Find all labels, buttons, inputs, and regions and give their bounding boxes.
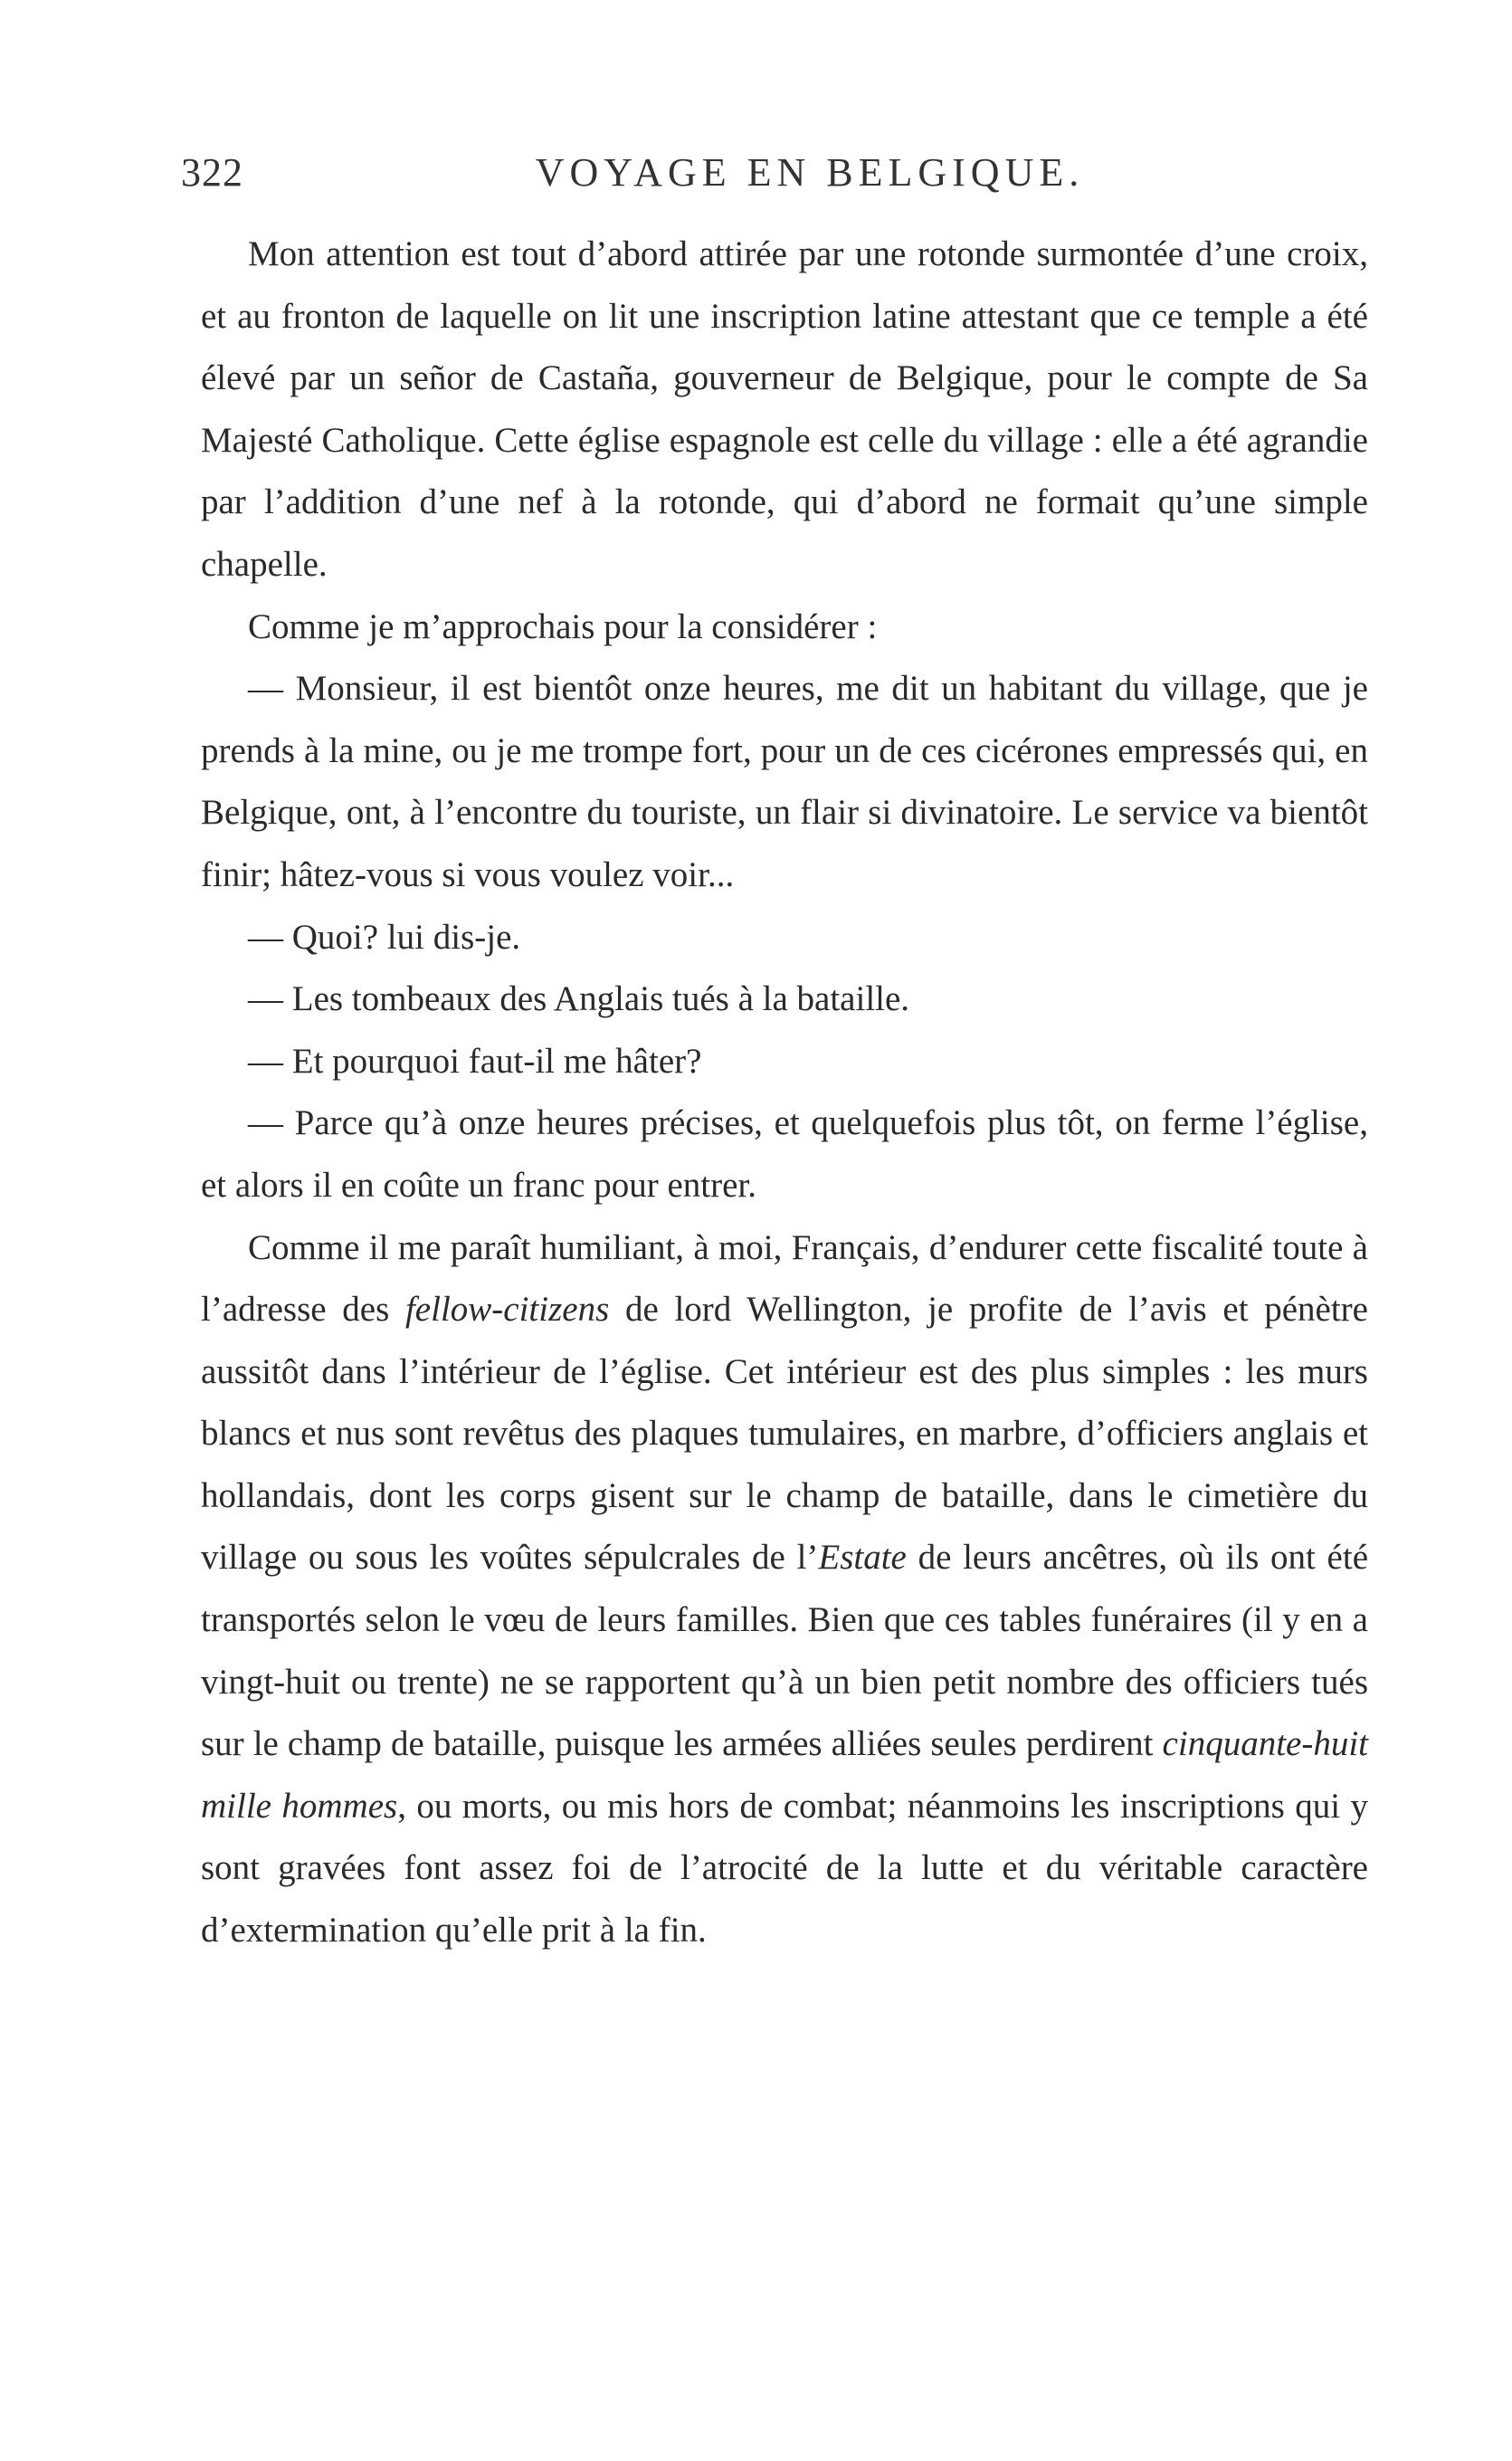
text-segment: Comme je m’approchais pour la considérer : xyxy=(248,606,878,646)
text-segment: — Parce qu’à onze heures précises, et quelquefois plus tôt, on ferme l’église, et alors il en coûte un franc pour entrer. xyxy=(201,1103,1368,1205)
paragraph xyxy=(201,1031,1368,1093)
paragraph xyxy=(201,658,1368,906)
body-text xyxy=(201,224,1368,1962)
paragraph xyxy=(201,1092,1368,1216)
text-segment: — Les tombeaux des Anglais tués à la bataille. xyxy=(248,979,910,1019)
paragraph xyxy=(201,224,1368,596)
page-number: 322 xyxy=(181,150,243,195)
running-title: VOYAGE EN BELGIQUE. xyxy=(535,150,1085,195)
paragraph xyxy=(201,1217,1368,1962)
italic-text: fellow-citizens xyxy=(404,1290,610,1330)
paragraph xyxy=(201,596,1368,659)
text-segment: — Quoi? lui dis-je. xyxy=(248,917,521,957)
text-segment: Comme il me paraît humiliant, à moi, Français, d’endurer cette fiscalité toute à l’adresse des xyxy=(201,1227,1368,1330)
italic-text: cinquante-huit mille hommes xyxy=(201,1724,1368,1826)
italic-text: Estate xyxy=(818,1538,907,1578)
text-segment: — Et pourquoi faut-il me hâter? xyxy=(248,1041,702,1081)
text-segment: , ou morts, ou mis hors de combat; néanmoins les inscriptions qui y sont gravées font assez foi de l’atrocité de la lutte et du véritable caractère d’extermination qu’elle prit à la fin. xyxy=(201,1786,1368,1951)
page-header xyxy=(181,149,1366,204)
text-segment: Mon attention est tout d’abord attirée par une rotonde surmontée d’une croix, et au fronton de laquelle on lit une inscription latine attestant que ce temple a été élevé par un señor de Castaña, gouverneur de Belgique, pour le compte de Sa Majesté Catholique. Cette église espagnole est celle du village : elle a été agrandie par l’addition d’une nef à la rotonde, qui d’abord ne formait qu’une simple chapelle. xyxy=(201,234,1368,584)
text-segment: de leurs ancêtres, où ils ont été transportés selon le vœu de leurs familles. Bien que ces tables funéraires (il y en a vingt-huit ou trente) ne se rapportent qu’à un bien petit nombre des officiers tués sur le champ de bataille, puisque les armées alliées seules perdirent xyxy=(201,1538,1368,1764)
text-segment: — Monsieur, il est bientôt onze heures, me dit un habitant du village, que je prends à la mine, ou je me trompe fort, pour un de ces cicérones empressés qui, en Belgique, ont, à l’encontre du touriste, un flair si divinatoire. Le service va bientôt finir; hâtez-vous si vous voulez voir... xyxy=(201,669,1368,894)
paragraph xyxy=(201,907,1368,969)
paragraph xyxy=(201,968,1368,1031)
text-segment: de lord Wellington, je profite de l’avis et pénètre aussitôt dans l’intérieur de l’église. Cet intérieur est des plus simples : les murs blancs et nus sont revêtus des plaques tumulaires, en marbre, d’officiers anglais et hollandais, dont les corps gisent sur le champ de bataille, dans le cimetière du village ou sous les voûtes sépulcrales de l’ xyxy=(201,1290,1368,1578)
